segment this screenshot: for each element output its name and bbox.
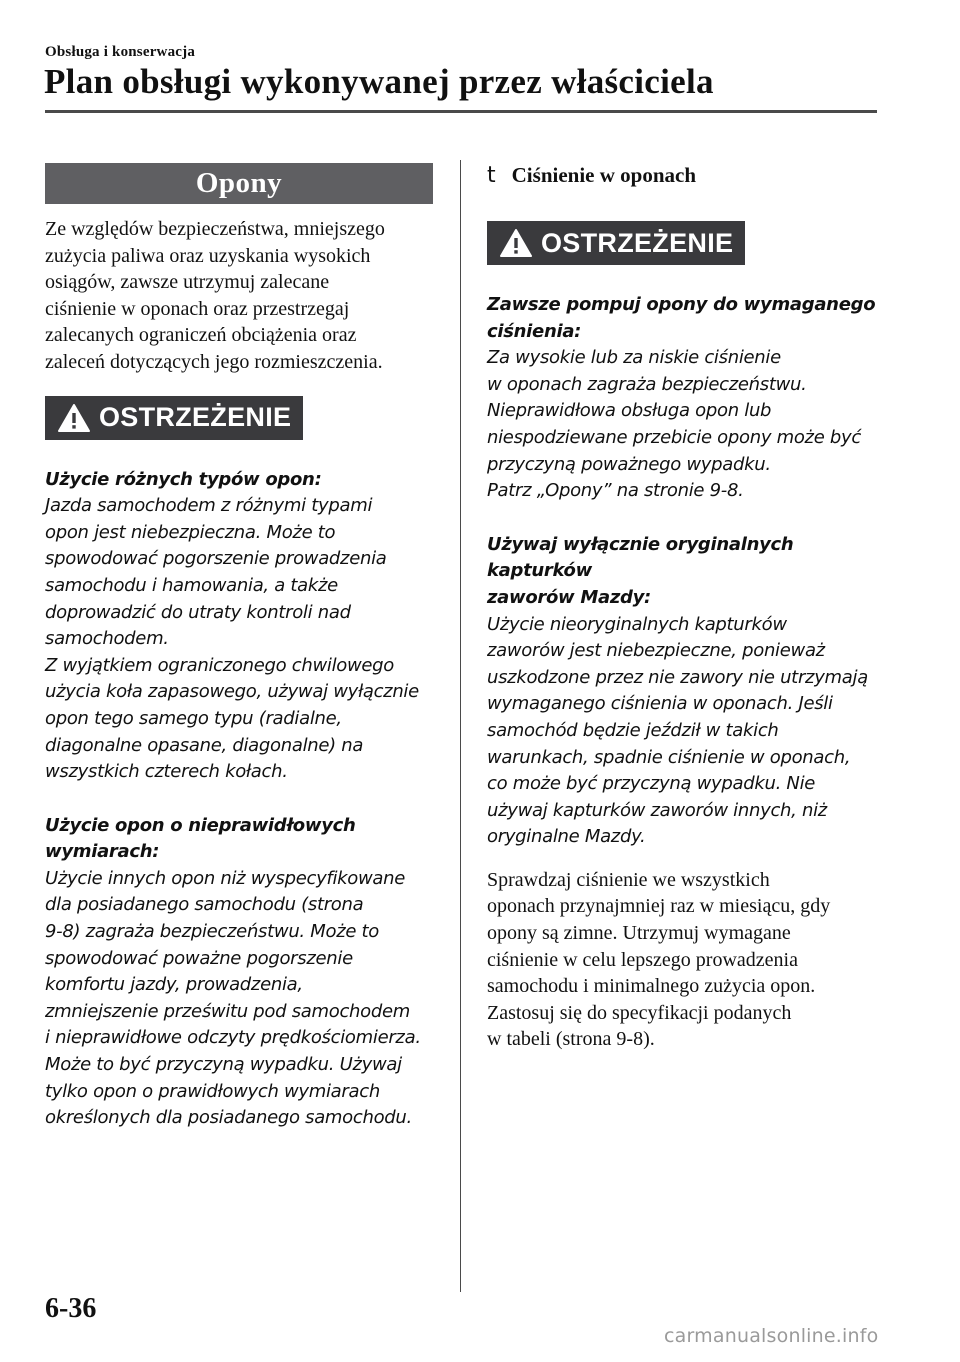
- page-title: Plan obsługi wykonywanej przez właściciela: [44, 62, 714, 101]
- column-divider: [460, 160, 461, 1292]
- warning-badge: [45, 396, 303, 440]
- section-title-box: [45, 163, 433, 204]
- warning-badge: [487, 221, 745, 265]
- left-column: [45, 163, 433, 1132]
- warning-text: Jazda samochodem z różnymi typami opon jest niebezpieczna. Może to spowodować pogorszenie prowadzenia samochodu i hamowania, a także doprowadzić do utraty kontroli nad samochodem. Z wyjątkiem ograniczonego chwilowego użycia koła zapasowego, używaj wyłącznie opon tego samego typu (radialne, diagonalne opasane, diagonalne) na wszystkich czterech kołach.: [45, 495, 419, 783]
- header-rule: [45, 110, 877, 113]
- warning-label: OSTRZEŻENIE: [541, 227, 734, 258]
- warning-text: Użycie nieoryginalnych kapturków zaworów jest niebezpieczne, ponieważ uszkodzone przez nie zawory nie utrzymają wymaganego ciśnienia w oponach. Jeśli samochód będzie jeździł w takich warunkach, spadnie ciśnienie w oponach, co może być przyczyną wypadku. Nie używaj kapturków zaworów innych, niż oryginalne Mazdy.: [487, 613, 868, 848]
- footer-url[interactable]: carmanualsonline.info: [664, 1325, 879, 1347]
- page-number: 6-36: [45, 1293, 97, 1324]
- warning-text: Za wysokie lub za niskie ciśnienie w oponach zagraża bezpieczeństwu. Nieprawidłowa obsługa opon lub niespodziewane przebicie opony może być przyczyną poważnego wypadku. Patrz „Opony” na stronie 9-8.: [487, 347, 861, 502]
- warning-block: [45, 813, 433, 1132]
- warning-text: Użycie innych opon niż wyspecyfikowane dla posiadanego samochodu (strona 9-8) zagraża bezpieczeństwu. Może to spowodować poważne pogorszenie komfortu jazdy, prowadzenia, zmniejszenie prześwitu pod samochodem i nieprawidłowe odczyty prędkościomierza. Może to być przyczyną wypadku. Używaj tylko opon o prawidłowych wymiarach określonych dla posiadanego samochodu.: [45, 867, 421, 1129]
- subheading: [487, 163, 887, 191]
- right-column: [487, 163, 887, 1053]
- warning-label: OSTRZEŻENIE: [99, 402, 292, 433]
- warning-block: [487, 532, 887, 851]
- warning-triangle-icon: [499, 228, 533, 258]
- section-title: Opony: [195, 167, 283, 199]
- warning-heading: Zawsze pompuj opony do wymaganego ciśnienia:: [487, 294, 876, 342]
- warning-block: [487, 292, 887, 505]
- warning-heading: Używaj wyłącznie oryginalnych kapturków zaworów Mazdy:: [487, 533, 794, 608]
- warning-block: [45, 467, 433, 786]
- intro-paragraph: Ze względów bezpieczeństwa, mniejszego zużycia paliwa oraz uzyskania wysokich osiągów, zawsze utrzymuj zalecane ciśnienie w oponach oraz przestrzegaj zalecanych ograniczeń obciążenia oraz zaleceń dotyczących jego rozmieszczenia.: [45, 218, 385, 373]
- header-section-label: Obsługa i konserwacja: [45, 44, 196, 60]
- warning-heading: Użycie różnych typów opon:: [45, 468, 322, 490]
- subheading-text: Ciśnienie w oponach: [511, 163, 697, 187]
- bullet-marker: t: [487, 163, 496, 188]
- warning-heading: Użycie opon o nieprawidłowych wymiarach:: [45, 814, 356, 863]
- body-paragraph: Sprawdzaj ciśnienie we wszystkich oponach przynajmniej raz w miesiącu, gdy opony są zimne. Utrzymuj wymagane ciśnienie w celu lepszego prowadzenia samochodu i minimalnego zużycia opon. Zastosuj się do specyfikacji podanych w tabeli (strona 9-8).: [487, 868, 831, 1051]
- warning-triangle-icon: [57, 403, 91, 433]
